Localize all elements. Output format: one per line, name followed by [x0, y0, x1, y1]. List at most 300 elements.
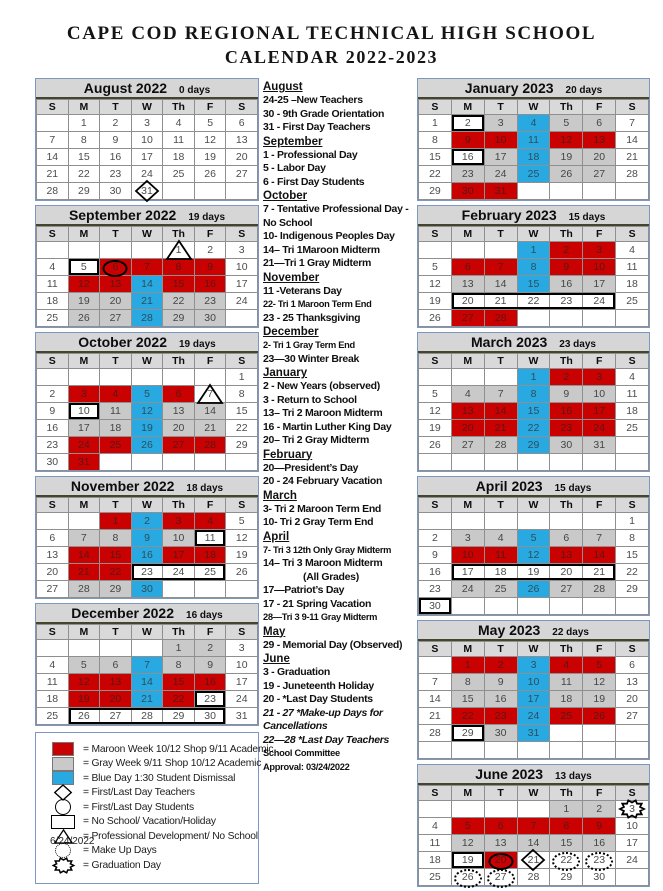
day-cell: 21: [132, 293, 164, 310]
legend-label: = Graduation Day: [83, 859, 161, 871]
event-item: 20—President’s Day: [263, 461, 359, 474]
empty-cell: [452, 454, 485, 471]
events-month-heading-september: September: [263, 135, 323, 148]
day-cell: 16: [132, 547, 164, 564]
weekday-header: T: [100, 354, 132, 369]
day-cell: 6: [550, 530, 583, 547]
empty-cell: [616, 183, 649, 200]
empty-cell: [452, 742, 485, 759]
month-title: November 2022: [70, 478, 175, 494]
day-cell: 7: [518, 818, 551, 835]
weekday-header: T: [485, 354, 518, 369]
day-cell: 12: [452, 835, 485, 852]
day-cell: 21: [583, 564, 616, 581]
day-cell: 4: [550, 657, 583, 674]
day-cell: 22: [419, 166, 452, 183]
day-cell: 4: [616, 242, 649, 259]
day-cell: 1: [518, 242, 551, 259]
events-month-heading-march: March: [263, 489, 297, 502]
event-item: 14– Tri 3 Maroon Midterm: [263, 557, 383, 569]
day-cell: 6: [100, 259, 132, 276]
day-cell: 19: [69, 691, 101, 708]
day-cell: 19: [226, 547, 258, 564]
empty-cell: [518, 454, 551, 471]
day-cell: 8: [163, 259, 195, 276]
event-item: 20 - *Last Day Students: [263, 693, 373, 705]
weekday-header: S: [616, 786, 649, 801]
day-cell: 25: [163, 166, 195, 183]
weekday-header: M: [69, 100, 101, 115]
day-cell: 14: [195, 403, 227, 420]
day-cell: 30: [419, 598, 452, 615]
empty-cell: [195, 454, 227, 471]
day-cell: 3: [583, 242, 616, 259]
weekday-header: M: [452, 354, 485, 369]
legend-label: = First/Last Day Teachers: [83, 787, 195, 799]
day-cell: 7: [195, 386, 227, 403]
day-cell: 22: [163, 691, 195, 708]
day-cell: 7: [583, 530, 616, 547]
weekday-header: Th: [163, 498, 195, 513]
weekday-header: S: [419, 786, 452, 801]
legend-item: [50, 815, 256, 830]
weekday-header: S: [226, 227, 258, 242]
month-days-count: 0 days: [179, 85, 211, 96]
empty-cell: [163, 369, 195, 386]
legend: [35, 732, 274, 884]
empty-cell: [485, 742, 518, 759]
events-month-heading-january: January: [263, 367, 308, 379]
event-item: 30 - 9th Grade Orientation: [263, 107, 385, 120]
day-cell: 24: [69, 437, 101, 454]
day-cell: 1: [163, 242, 195, 259]
legend-item: [50, 742, 274, 757]
day-cell: 17: [518, 691, 551, 708]
empty-cell: [195, 369, 227, 386]
empty-cell: [69, 640, 101, 657]
weekday-header: W: [518, 786, 551, 801]
day-cell: 30: [452, 183, 485, 200]
day-cell: 13: [163, 403, 195, 420]
day-cell: 13: [37, 547, 69, 564]
blue-day-swatch: [52, 771, 74, 785]
day-cell: 27: [37, 581, 69, 598]
day-cell: 12: [518, 547, 551, 564]
day-cell: 25: [100, 437, 132, 454]
day-cell: 30: [195, 708, 227, 725]
day-cell: 20: [100, 293, 132, 310]
day-cell: 18: [100, 420, 132, 437]
empty-cell: [616, 454, 649, 471]
day-cell: 26: [419, 310, 452, 327]
day-cell: 14: [69, 547, 101, 564]
event-item: 7- Tri 3 12th Only Gray Midterm: [263, 544, 392, 555]
day-cell: 21: [132, 691, 164, 708]
empty-cell: [616, 598, 649, 615]
day-cell: 23: [195, 691, 227, 708]
day-cell: 6: [226, 115, 258, 132]
weekday-header: T: [485, 642, 518, 657]
day-cell: 20: [616, 691, 649, 708]
day-cell: 4: [518, 115, 551, 132]
empty-cell: [583, 598, 616, 615]
weekday-header: W: [518, 354, 551, 369]
event-item: 11 -Veterans Day: [263, 284, 342, 297]
weekday-header: W: [518, 100, 551, 115]
event-item: 23 - 25 Thanksgiving: [263, 311, 361, 324]
day-cell: 29: [550, 869, 583, 886]
event-item: 19 - Juneteenth Holiday: [263, 679, 374, 692]
event-item: 21 - 27 *Make-up Days for Cancellations: [263, 706, 383, 732]
day-cell: 7: [69, 530, 101, 547]
day-cell: 13: [226, 132, 258, 149]
day-cell: 20: [100, 691, 132, 708]
weekday-header: W: [518, 227, 551, 242]
day-cell: 16: [583, 835, 616, 852]
day-cell: 16: [195, 276, 227, 293]
weekday-header: Th: [163, 100, 195, 115]
weekday-header: S: [226, 498, 258, 513]
day-cell: 28: [132, 708, 164, 725]
month-calendar-march-2023: [417, 332, 650, 472]
day-cell: 27: [583, 166, 616, 183]
day-cell: 15: [163, 674, 195, 691]
weekday-header: M: [69, 354, 101, 369]
day-cell: 31: [69, 454, 101, 471]
page-title-line2: CALENDAR 2022-2023: [224, 46, 439, 67]
empty-cell: [100, 369, 132, 386]
weekday-header: W: [518, 498, 551, 513]
day-cell: 10: [132, 132, 164, 149]
day-cell: 3: [518, 657, 551, 674]
weekday-header: Th: [163, 354, 195, 369]
day-cell: 25: [485, 581, 518, 598]
day-cell: 2: [583, 801, 616, 818]
day-cell: 12: [195, 132, 227, 149]
legend-label: = First/Last Day Students: [83, 801, 194, 813]
day-cell: 2: [132, 513, 164, 530]
event-item: 29 - Memorial Day (Observed): [263, 638, 403, 651]
day-cell: 25: [37, 310, 69, 327]
day-cell: 17: [583, 403, 616, 420]
day-cell: 17: [132, 149, 164, 166]
day-cell: 6: [163, 386, 195, 403]
empty-cell: [226, 581, 258, 598]
event-item: 17 - 21 Spring Vacation: [263, 597, 372, 610]
first-last-day-students-icon: [50, 799, 76, 815]
empty-cell: [419, 369, 452, 386]
day-cell: 11: [100, 403, 132, 420]
month-title: September 2022: [68, 207, 177, 223]
day-cell: 19: [518, 564, 551, 581]
event-item: (All Grades): [303, 570, 359, 583]
day-cell: 21: [419, 708, 452, 725]
day-cell: 14: [485, 276, 518, 293]
weekday-header: F: [583, 100, 616, 115]
day-cell: 22: [518, 420, 551, 437]
day-cell: 25: [419, 869, 452, 886]
day-cell: 26: [419, 437, 452, 454]
event-item: 2 - New Years (observed): [263, 380, 380, 392]
day-cell: 15: [616, 547, 649, 564]
empty-cell: [100, 454, 132, 471]
day-cell: 11: [616, 386, 649, 403]
day-cell: 24: [132, 166, 164, 183]
day-cell: 4: [163, 115, 195, 132]
day-cell: 8: [452, 674, 485, 691]
day-cell: 4: [100, 386, 132, 403]
weekday-header: S: [616, 498, 649, 513]
empty-cell: [37, 242, 69, 259]
empty-cell: [550, 725, 583, 742]
legend-label: = Professional Development/ No School: [83, 830, 258, 842]
day-cell: 1: [100, 513, 132, 530]
empty-cell: [100, 640, 132, 657]
day-cell: 19: [195, 149, 227, 166]
empty-cell: [485, 454, 518, 471]
empty-cell: [518, 742, 551, 759]
day-cell: 4: [37, 657, 69, 674]
day-cell: 8: [226, 386, 258, 403]
month-calendar-september-2022: [35, 205, 259, 328]
page-title-line1: CAPE COD REGIONAL TECHNICAL HIGH SCHOOL: [66, 23, 597, 44]
day-cell: 17: [485, 149, 518, 166]
empty-cell: [100, 242, 132, 259]
day-cell: 23: [485, 708, 518, 725]
empty-cell: [550, 454, 583, 471]
events-month-heading-november: November: [263, 271, 320, 284]
day-cell: 28: [616, 166, 649, 183]
day-cell: 12: [583, 674, 616, 691]
month-title: August 2022: [83, 80, 168, 96]
month-title: May 2023: [478, 622, 541, 638]
gray-week-swatch: [52, 757, 74, 771]
day-cell: 13: [100, 276, 132, 293]
day-cell: 21: [195, 420, 227, 437]
day-cell: 24: [485, 166, 518, 183]
legend-item: [50, 786, 256, 801]
weekday-header: S: [616, 227, 649, 242]
day-cell: 29: [452, 725, 485, 742]
weekday-header: M: [452, 227, 485, 242]
day-cell: 14: [419, 691, 452, 708]
gray-week-swatch: [50, 757, 76, 771]
day-cell: 10: [69, 403, 101, 420]
day-cell: 13: [452, 403, 485, 420]
day-cell: 15: [69, 149, 101, 166]
weekday-header: F: [583, 227, 616, 242]
month-title: January 2023: [464, 80, 554, 96]
empty-cell: [419, 513, 452, 530]
empty-cell: [37, 115, 69, 132]
weekday-header: S: [37, 498, 69, 513]
day-cell: 20: [583, 149, 616, 166]
day-cell: 20: [550, 564, 583, 581]
month-header: [36, 79, 258, 99]
day-cell: 8: [419, 132, 452, 149]
weekday-header: S: [37, 100, 69, 115]
day-cell: 26: [69, 708, 101, 725]
day-cell: 12: [132, 403, 164, 420]
empty-cell: [485, 801, 518, 818]
weekday-header: M: [69, 625, 101, 640]
weekday-header: S: [226, 354, 258, 369]
day-cell: 1: [452, 657, 485, 674]
day-cell: 17: [452, 564, 485, 581]
event-item: 28—Tri 3 9-11 Gray Midterm: [263, 612, 378, 622]
weekday-header: W: [132, 100, 164, 115]
day-cell: 31: [518, 725, 551, 742]
day-cell: 22: [69, 166, 101, 183]
blue-day-swatch: [50, 771, 76, 785]
day-cell: 20: [37, 564, 69, 581]
event-item: 7 - Tentative Professional Day - No School: [263, 203, 409, 229]
day-cell: 16: [100, 149, 132, 166]
day-cell: 19: [583, 691, 616, 708]
day-cell: 4: [452, 386, 485, 403]
day-cell: 17: [69, 420, 101, 437]
day-cell: 26: [195, 166, 227, 183]
weekday-header: F: [195, 625, 227, 640]
first-last-day-students-icon: [55, 799, 71, 815]
no-school-icon: [50, 815, 76, 829]
weekday-header: W: [132, 354, 164, 369]
day-cell: 10: [226, 657, 258, 674]
month-days-count: 15 days: [568, 212, 606, 223]
day-cell: 20: [452, 293, 485, 310]
day-cell: 23: [550, 293, 583, 310]
weekday-header: T: [100, 498, 132, 513]
month-header: [418, 477, 649, 497]
day-cell: 4: [419, 818, 452, 835]
empty-cell: [226, 310, 258, 327]
weekday-header: F: [583, 498, 616, 513]
day-cell: 13: [485, 835, 518, 852]
day-cell: 28: [518, 869, 551, 886]
weekday-header: Th: [163, 227, 195, 242]
day-cell: 21: [616, 149, 649, 166]
month-header: [418, 765, 649, 785]
day-cell: 5: [419, 386, 452, 403]
day-cell: 3: [163, 513, 195, 530]
day-cell: 21: [518, 852, 551, 869]
day-cell: 29: [100, 581, 132, 598]
day-cell: 9: [550, 259, 583, 276]
day-cell: 15: [452, 691, 485, 708]
day-cell: 16: [550, 276, 583, 293]
day-cell: 29: [518, 437, 551, 454]
day-cell: 24: [518, 708, 551, 725]
day-cell: 22: [163, 293, 195, 310]
empty-cell: [550, 598, 583, 615]
day-cell: 26: [452, 869, 485, 886]
day-cell: 15: [419, 149, 452, 166]
day-cell: 2: [37, 386, 69, 403]
day-cell: 25: [616, 420, 649, 437]
day-cell: 29: [69, 183, 101, 200]
weekday-header: S: [616, 100, 649, 115]
events-month-heading-december: December: [263, 326, 319, 338]
empty-cell: [69, 242, 101, 259]
weekday-header: W: [132, 498, 164, 513]
event-item: 5 - Labor Day: [263, 162, 326, 174]
day-cell: 31: [583, 437, 616, 454]
day-cell: 8: [69, 132, 101, 149]
weekday-header: S: [419, 227, 452, 242]
day-cell: 11: [485, 547, 518, 564]
weekday-header: M: [452, 786, 485, 801]
empty-cell: [485, 242, 518, 259]
weekday-header: S: [616, 354, 649, 369]
day-cell: 22: [100, 564, 132, 581]
day-cell: 28: [69, 581, 101, 598]
day-cell: 28: [583, 581, 616, 598]
month-title: June 2023: [475, 766, 543, 782]
month-calendar-november-2022: [35, 476, 259, 599]
day-cell: 3: [583, 369, 616, 386]
empty-cell: [195, 183, 227, 200]
empty-cell: [550, 742, 583, 759]
day-cell: 30: [37, 454, 69, 471]
weekday-header: S: [37, 354, 69, 369]
day-cell: 13: [100, 674, 132, 691]
day-cell: 2: [195, 640, 227, 657]
day-cell: 3: [616, 801, 649, 818]
event-item: School Committee: [263, 748, 340, 758]
empty-cell: [69, 369, 101, 386]
empty-cell: [69, 513, 101, 530]
day-cell: 18: [616, 276, 649, 293]
day-cell: 1: [616, 513, 649, 530]
month-days-count: 22 days: [552, 627, 589, 638]
day-cell: 18: [163, 149, 195, 166]
day-cell: 6: [37, 530, 69, 547]
day-cell: 26: [132, 437, 164, 454]
weekday-header: S: [419, 642, 452, 657]
empty-cell: [37, 369, 69, 386]
empty-cell: [132, 454, 164, 471]
day-cell: 9: [195, 657, 227, 674]
day-cell: 10: [226, 259, 258, 276]
day-cell: 26: [518, 581, 551, 598]
empty-cell: [452, 242, 485, 259]
month-header: [36, 206, 258, 226]
weekday-header: M: [69, 498, 101, 513]
day-cell: 4: [37, 259, 69, 276]
no-school-icon: [51, 815, 75, 829]
events-column: [263, 80, 415, 774]
day-cell: 30: [195, 310, 227, 327]
day-cell: 2: [550, 369, 583, 386]
empty-cell: [419, 801, 452, 818]
day-cell: 17: [163, 547, 195, 564]
day-cell: 22: [616, 564, 649, 581]
day-cell: 20: [226, 149, 258, 166]
month-days-count: 15 days: [554, 483, 592, 494]
day-cell: 10: [163, 530, 195, 547]
maroon-week-swatch: [50, 742, 76, 756]
day-cell: 14: [132, 276, 164, 293]
day-cell: 5: [195, 115, 227, 132]
day-cell: 27: [452, 310, 485, 327]
day-cell: 9: [195, 259, 227, 276]
day-cell: 26: [69, 310, 101, 327]
weekday-header: M: [452, 498, 485, 513]
event-item: 24-25 –New Teachers: [263, 94, 363, 106]
weekday-header: T: [485, 100, 518, 115]
weekday-header: T: [485, 498, 518, 513]
day-cell: 7: [132, 657, 164, 674]
